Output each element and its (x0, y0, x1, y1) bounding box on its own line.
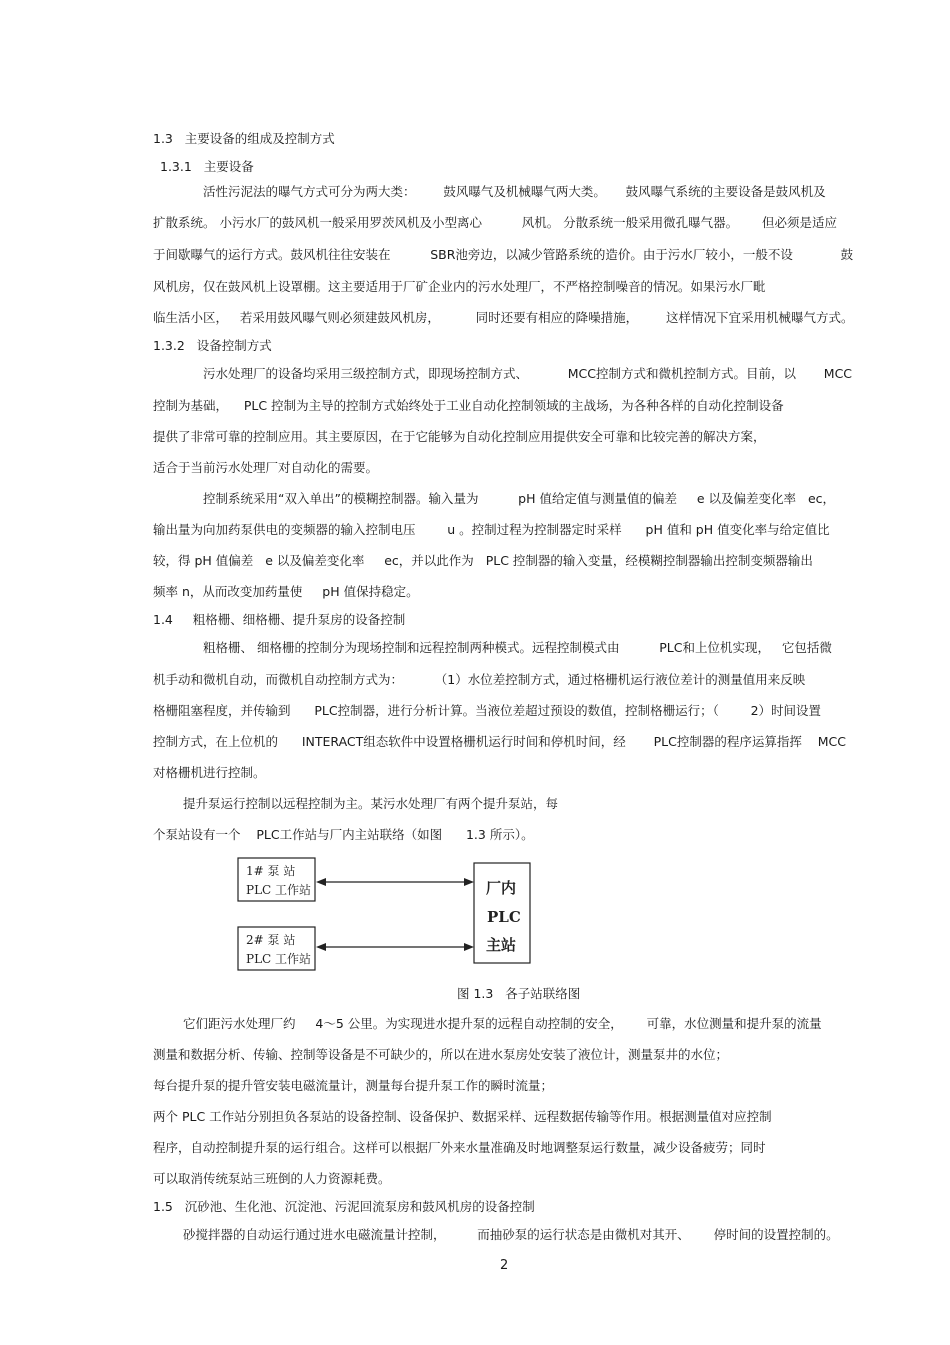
paragraph-line: 于间歇曝气的运行方式。鼓风机往往安装在 SBR池旁边，以减少管路系统的造价。由于污水厂较小，一般不设 鼓 (153, 247, 854, 262)
paragraph-line: 风机房，仅在鼓风机上设罩棚。这主要适用于厂矿企业内的污水处理厂，不严格控制噪音的情况。如果污水厂毗 (153, 279, 766, 294)
paragraph-line: 污水处理厂的设备均采用三级控制方式，即现场控制方式、 MCC控制方式和微机控制方式。目前，以 MCC (203, 366, 853, 381)
paragraph-line: 提升泵运行控制以远程控制为主。某污水处理厂有两个提升泵站，每 (183, 796, 559, 811)
arrow-head-left-1 (316, 878, 326, 886)
page-number: 2 (500, 1258, 509, 1273)
arrow-head-right-1 (464, 878, 474, 886)
paragraph-line: 每台提升泵的提升管安装电磁流量计，测量每台提升泵工作的瞬时流量； (153, 1078, 554, 1093)
paragraph-line: 扩散系统。 小污水厂的鼓风机一般采用罗茨风机及小型离心 风机。 分散系统一般采用微孔曝气器。 但必须是适应 (153, 215, 838, 230)
section-1-4-heading: 1.4 粗格栅、细格栅、提升泵房的设备控制 (153, 612, 406, 627)
section-1-3-heading: 1.3 主要设备的组成及控制方式 (153, 131, 335, 146)
paragraph-line: 控制系统采用“双入单出”的模糊控制器。输入量为 pH 值给定值与测量值的偏差 e 以及偏差变化率 ec， (203, 491, 836, 506)
main-station-line-3: 主站 (486, 936, 517, 954)
station-1-title: 1# 泵 站 (246, 864, 296, 878)
paragraph-line: 频率 n，从而改变加药量使 pH 值保持稳定。 (153, 584, 419, 599)
paragraph-line: 较，得 pH 值偏差 e 以及偏差变化率 ec，并以此作为 PLC 控制器的输入变量，经模糊控制器输出控制变频器输出 (153, 553, 813, 568)
section-1-3-2-heading: 1.3.2 设备控制方式 (153, 338, 272, 353)
section-1-5-heading: 1.5 沉砂池、生化池、沉淀池、污泥回流泵房和鼓风机房的设备控制 (153, 1199, 535, 1214)
paragraph-line: 可以取消传统泵站三班倒的人力资源耗费。 (153, 1171, 391, 1186)
paragraph-line: 机手动和微机自动，而微机自动控制方式为： （1）水位差控制方式，通过格栅机运行液位差计的测量值用来反映 (153, 672, 806, 687)
main-station-line-2: PLC (487, 908, 521, 926)
paragraph-line: 粗格栅、 细格栅的控制分为现场控制和远程控制两种模式。远程控制模式由 PLC和上位机实现， 它包括微 (203, 640, 832, 655)
paragraph-line: 输出量为向加药泵供电的变频器的输入控制电压 u 。控制过程为控制器定时采样 pH 值和 pH 值变化率与给定值比 (153, 522, 830, 537)
paragraph-line: 活性污泥法的曝气方式可分为两大类： 鼓风曝气及机械曝气两大类。 鼓风曝气系统的主要设备是鼓风机及 (203, 184, 826, 199)
paragraph-line: 程序，自动控制提升泵的运行组合。这样可以根据厂外来水量准确及时地调整泵运行数量，减少设备疲劳；同时 (153, 1140, 766, 1155)
arrow-head-right-2 (464, 943, 474, 951)
paragraph-line: 提供了非常可靠的控制应用。其主要原因，在于它能够为自动化控制应用提供安全可靠和比较完善的解决方案， (153, 429, 766, 444)
main-station-line-1: 厂内 (486, 879, 517, 897)
paragraph-line: 适合于当前污水处理厂对自动化的需要。 (153, 460, 379, 475)
paragraph-line: 控制方式，在上位机的 INTERACT组态软件中设置格栅机运行时间和停机时间，经 PLC控制器的程序运算指挥 MCC (153, 734, 846, 749)
arrow-head-left-2 (316, 943, 326, 951)
paragraph-line: 格栅阻塞程度，并传输到 PLC控制器，进行分析计算。当液位差超过预设的数值，控制格栅运行；（ 2）时间设置 (153, 703, 822, 718)
paragraph-line: 测量和数据分析、传输、控制等设备是不可缺少的，所以在进水泵房处安装了液位计，测量泵井的水位； (153, 1047, 729, 1062)
paragraph-line: 临生活小区， 若采用鼓风曝气则必须建鼓风机房， 同时还要有相应的降噪措施， 这样情况下宜采用机械曝气方式。 (153, 310, 854, 325)
paragraph-line: 控制为基础， PLC 控制为主导的控制方式始终处于工业自动化控制领域的主战场，为各种各样的自动化控制设备 (153, 398, 784, 413)
paragraph-line: 两个 PLC 工作站分别担负各泵站的设备控制、设备保护、数据采样、远程数据传输等作用。根据测量值对应控制 (153, 1109, 772, 1124)
section-1-3-1-heading: 1.3.1 主要设备 (160, 159, 254, 174)
paragraph-line: 对格栅机进行控制。 (153, 765, 266, 780)
station-2-title: 2# 泵 站 (246, 933, 296, 947)
station-1-subtitle: PLC 工作站 (246, 883, 312, 897)
figure-caption: 图 1.3 各子站联络图 (457, 986, 581, 1001)
station-2-subtitle: PLC 工作站 (246, 952, 312, 966)
paragraph-line: 砂搅拌器的自动运行通过进水电磁流量计控制， 而抽砂泵的运行状态是由微机对其开、 停时间的设置控制的。 (183, 1227, 839, 1242)
paragraph-line: 它们距污水处理厂约 4～5 公里。为实现进水提升泵的远程自动控制的安全， 可靠，水位测量和提升泵的流量 (183, 1016, 822, 1031)
paragraph-line: 个泵站设有一个 PLC工作站与厂内主站联络（如图 1.3 所示）。 (153, 827, 534, 842)
